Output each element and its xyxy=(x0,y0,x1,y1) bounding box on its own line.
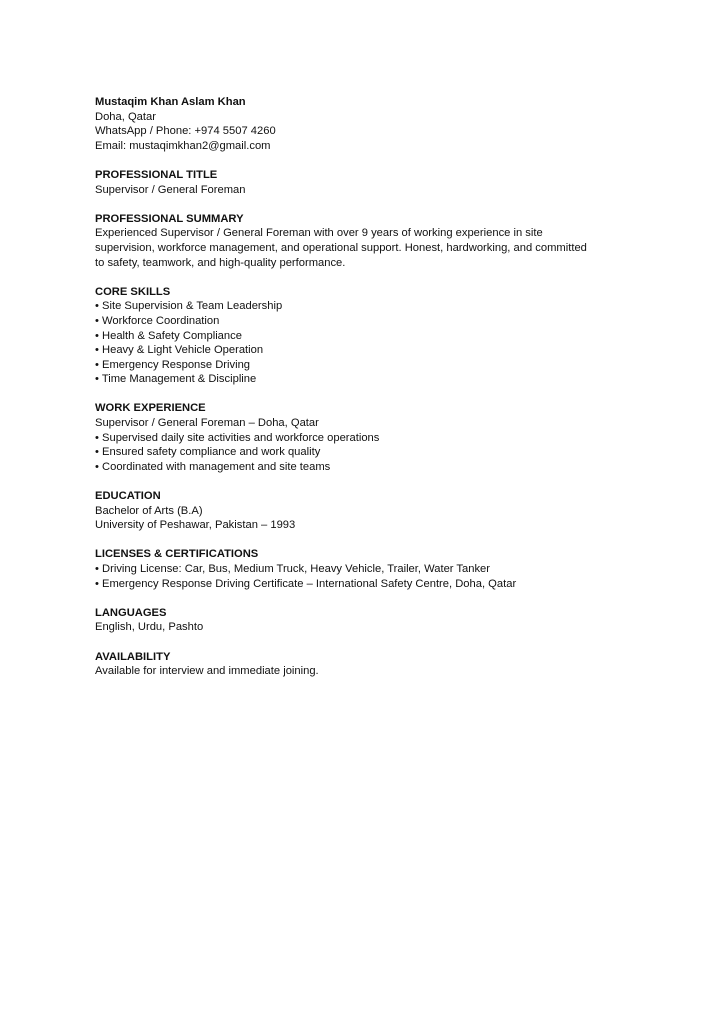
section-heading: LANGUAGES xyxy=(95,606,167,619)
section-heading: PROFESSIONAL SUMMARY xyxy=(95,212,244,225)
summary-line: Experienced Supervisor / General Foreman with over 9 years of working experience in site xyxy=(95,227,543,240)
languages-text: English, Urdu, Pashto xyxy=(95,621,204,634)
list-item: • Coordinated with management and site teams xyxy=(95,460,331,473)
section-heading: CORE SKILLS xyxy=(95,285,171,298)
section-heading: EDUCATION xyxy=(95,490,161,503)
summary-line: to safety, teamwork, and high-quality performance. xyxy=(95,256,346,269)
list-item: • Emergency Response Driving Certificate – International Safety Centre, Doha, Qatar xyxy=(95,577,517,590)
list-item: • Emergency Response Driving xyxy=(95,358,251,371)
section-core-skills xyxy=(95,285,655,387)
section-education xyxy=(95,489,655,533)
resume-page xyxy=(95,95,655,679)
list-item: • Driving License: Car, Bus, Medium Truck, Heavy Vehicle, Trailer, Water Tanker xyxy=(95,563,491,575)
availability-text: Available for interview and immediate joining. xyxy=(95,665,319,678)
section-availability xyxy=(95,650,655,679)
institution: University of Peshawar, Pakistan – 1993 xyxy=(95,519,296,532)
email: Email: mustaqimkhan2@gmail.com xyxy=(95,139,271,152)
list-item: • Supervised daily site activities and workforce operations xyxy=(95,431,380,444)
summary-line: supervision, workforce management, and operational support. Honest, hardworking, and committed xyxy=(95,241,587,254)
phone: WhatsApp / Phone: +974 5507 4260 xyxy=(95,125,276,138)
location: Doha, Qatar xyxy=(95,110,156,123)
section-languages xyxy=(95,606,655,635)
section-heading: AVAILABILITY xyxy=(95,650,171,663)
job-role: Supervisor / General Foreman – Doha, Qatar xyxy=(95,417,319,430)
section-professional-title xyxy=(95,168,655,197)
section-heading: WORK EXPERIENCE xyxy=(95,402,206,415)
section-heading: LICENSES & CERTIFICATIONS xyxy=(95,548,259,561)
section-licenses xyxy=(95,547,655,591)
list-item: • Time Management & Discipline xyxy=(95,373,257,386)
list-item: • Heavy & Light Vehicle Operation xyxy=(95,344,264,357)
professional-title-text: Supervisor / General Foreman xyxy=(95,183,246,196)
list-item: • Health & Safety Compliance xyxy=(95,329,242,342)
section-work-experience xyxy=(95,401,655,474)
candidate-name: Mustaqim Khan Aslam Khan xyxy=(95,96,246,108)
contact-header xyxy=(95,95,655,153)
section-heading: PROFESSIONAL TITLE xyxy=(95,168,218,181)
list-item: • Workforce Coordination xyxy=(95,314,220,327)
list-item: • Ensured safety compliance and work quality xyxy=(95,446,321,459)
list-item: • Site Supervision & Team Leadership xyxy=(95,300,283,313)
degree: Bachelor of Arts (B.A) xyxy=(95,504,203,517)
section-professional-summary xyxy=(95,212,655,270)
